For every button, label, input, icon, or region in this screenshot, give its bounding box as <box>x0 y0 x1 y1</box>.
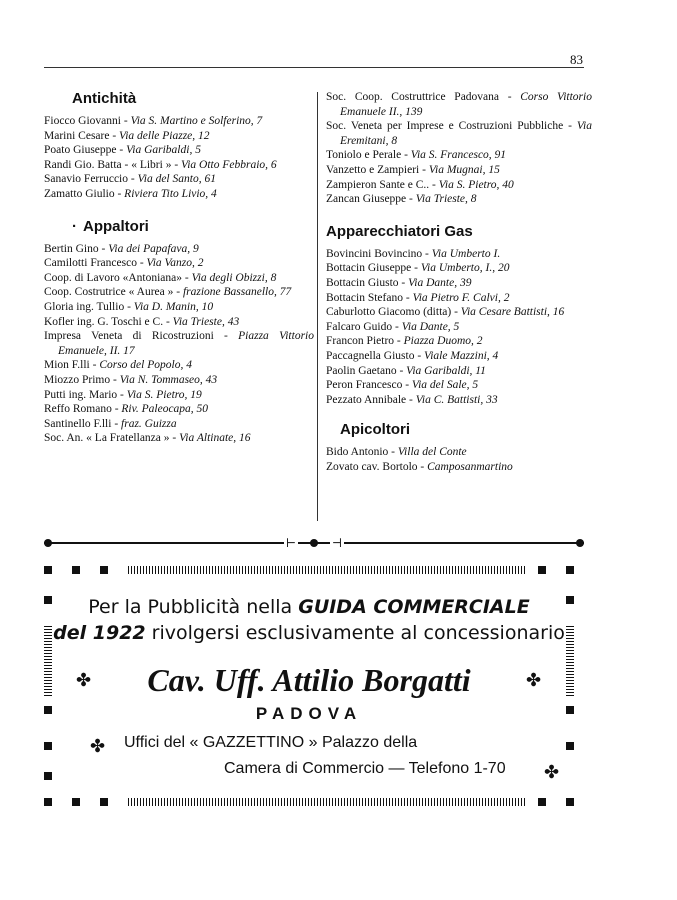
header-rule <box>44 67 584 68</box>
entry-address: Via Vanzo, 2 <box>146 257 204 270</box>
heading-antichita: Antichità <box>72 90 137 107</box>
list-item <box>326 378 592 393</box>
entry-name: Toniolo e Perale - <box>326 149 411 162</box>
list-item <box>44 143 314 158</box>
frame-square <box>44 742 52 750</box>
list-item <box>326 192 592 207</box>
leaf-ornament-icon: ✤ <box>76 670 92 690</box>
leaf-ornament-icon: ✤ <box>526 670 542 690</box>
list-item <box>44 129 314 144</box>
entry-name: Camilotti Francesco - <box>44 257 147 270</box>
heading-appaltori-text: Appaltori <box>83 217 149 235</box>
list-item <box>44 402 314 417</box>
ad-line-1-plain: Per la Pubblicità nella <box>88 596 299 618</box>
entry-name: Soc. Coop. Costruttrice Padovana - <box>326 91 521 103</box>
entry-address: Via C. Battisti, 33 <box>415 393 498 406</box>
entry-address: Riv. Paleocapa, 50 <box>121 403 209 416</box>
right-column <box>326 90 592 474</box>
entry-name: Zamatto Giulio - <box>44 187 125 200</box>
left-column <box>44 90 314 446</box>
frame-square <box>100 798 108 806</box>
entry-address: Via Umberto, I., 20 <box>420 262 510 275</box>
list-item <box>44 242 314 257</box>
divider-ornament-left: ⊢ <box>285 536 297 550</box>
list-item <box>326 393 592 408</box>
list-item <box>326 334 592 349</box>
entry-name: Randi Gio. Batta - « Libri » - <box>44 158 182 171</box>
entry-name: Fiocco Giovanni - <box>44 115 131 127</box>
entry-address: Via Trieste, 8 <box>415 193 477 206</box>
list-item <box>326 247 592 262</box>
list-item <box>44 114 314 129</box>
list-item <box>326 320 592 335</box>
ornamental-divider <box>44 536 584 550</box>
entry-name: Reffo Romano - <box>44 403 122 416</box>
entry-address: Via S. Francesco, 91 <box>410 149 507 162</box>
entry-name: Vanzetto e Zampieri - <box>326 163 429 176</box>
ad-year: del 1922 <box>53 622 146 644</box>
section-apicoltori-list <box>326 445 592 474</box>
ad-line-2 <box>44 622 574 644</box>
divider-dot-left <box>44 539 52 547</box>
list-item <box>326 291 592 306</box>
divider-ornament-right: ⊣ <box>331 536 343 550</box>
heading-appaltori <box>72 218 314 236</box>
entry-address: Via Dante, 39 <box>408 276 472 289</box>
entry-name: Falcaro Guido - <box>326 320 402 333</box>
list-item <box>326 90 592 119</box>
list-item <box>326 148 592 163</box>
list-item <box>326 163 592 178</box>
entry-name: Soc. An. « La Fratellanza » - <box>44 432 180 445</box>
entry-address: Via degli Obizzi, 8 <box>191 271 277 284</box>
entry-address: Via S. Martino e Solferino, 7 <box>130 115 263 127</box>
entry-name: Bottacin Giusto - <box>326 276 409 289</box>
advertisement-box <box>44 566 574 806</box>
entry-address: Via Cesare Battisti, 16 <box>460 306 565 319</box>
entry-address: fraz. Guizza <box>121 417 177 430</box>
entry-name: Impresa Veneta di Ricostruzioni - <box>44 330 239 343</box>
ad-offices: Uffici del « GAZZETTINO » Palazzo della <box>124 734 418 751</box>
entry-name: Bottacin Stefano - <box>326 291 413 304</box>
entry-address: Corso del Popolo, 4 <box>99 359 192 372</box>
list-item <box>326 119 592 148</box>
entry-name: Putti ing. Mario - <box>44 388 127 401</box>
list-item <box>44 172 314 187</box>
entry-address: Piazza Vittorio Emanuele, II. 17 <box>58 330 314 357</box>
entry-name: Marini Cesare - <box>44 129 120 142</box>
entry-address: Riviera Tito Livio, 4 <box>124 187 217 200</box>
entry-name: Bertin Gino - <box>44 242 109 255</box>
entry-address: Via Umberto I. <box>431 247 501 260</box>
entry-address: frazione Bassanello, 77 <box>182 286 292 299</box>
frame-square <box>538 566 546 574</box>
entry-address: Via Mugnai, 15 <box>428 163 500 176</box>
entry-address: Via Altinate, 16 <box>179 432 251 445</box>
entry-address: Villa del Conte <box>397 446 467 459</box>
entry-address: Via S. Pietro, 19 <box>126 388 202 401</box>
list-item <box>326 178 592 193</box>
entry-name: Peron Francesco - <box>326 379 412 392</box>
section-apparecchiatori-gas-list <box>326 247 592 408</box>
ad-guide-title: GUIDA COMMERCIALE <box>298 596 530 618</box>
list-item <box>326 460 592 475</box>
section-antichita-list <box>44 114 314 202</box>
list-item <box>44 158 314 173</box>
list-item <box>326 445 592 460</box>
ad-concessionaire-name: Cav. Uff. Attilio Borgatti <box>147 662 471 698</box>
frame-square <box>566 798 574 806</box>
frame-square <box>100 566 108 574</box>
list-item <box>326 305 592 320</box>
entry-address: Camposanmartino <box>427 460 513 473</box>
bullet-dot: · <box>72 217 77 235</box>
entry-name: Pezzato Annibale - <box>326 393 416 406</box>
entry-address: Via Pietro F. Calvi, 2 <box>412 291 510 304</box>
entry-name: Soc. Veneta per Imprese e Costruzioni Pubbliche - <box>326 120 577 133</box>
list-item <box>44 373 314 388</box>
frame-square <box>566 742 574 750</box>
entry-name: Sanavio Ferruccio - <box>44 173 138 186</box>
heading-apicoltori: Apicoltori <box>340 421 410 439</box>
entry-address: Via Eremitani, 8 <box>340 120 592 147</box>
entry-address: Via Garibaldi, 5 <box>126 144 201 157</box>
list-item <box>44 329 314 358</box>
frame-square <box>566 566 574 574</box>
entry-name: Zovato cav. Bortolo - <box>326 460 428 473</box>
list-item <box>44 187 314 202</box>
entry-address: Via Trieste, 43 <box>172 315 240 328</box>
entry-name: Poato Giuseppe - <box>44 144 127 157</box>
ad-chamber-phone: Camera di Commercio — Telefono 1-70 <box>224 760 506 777</box>
entry-address: Via del Santo, 61 <box>137 173 216 186</box>
entry-name: Mion F.lli - <box>44 359 100 372</box>
entry-name: Kofler ing. G. Toschi e C. - <box>44 315 173 328</box>
frame-hatch <box>128 798 526 806</box>
list-item <box>44 388 314 403</box>
leaf-ornament-icon: ✤ <box>544 762 560 782</box>
section-appaltori-list <box>44 242 314 446</box>
entry-name: Caburlotto Giacomo (ditta) - <box>326 306 461 319</box>
entry-address: Via del Sale, 5 <box>411 379 479 392</box>
frame-square <box>44 772 52 780</box>
list-item <box>326 276 592 291</box>
list-item <box>44 285 314 300</box>
leaf-ornament-icon: ✤ <box>90 736 106 756</box>
ad-city: PADOVA <box>255 704 363 723</box>
entry-address: Corso Vittorio Emanuele II., 139 <box>340 91 592 118</box>
list-item <box>44 256 314 271</box>
entry-address: Via S. Pietro, 40 <box>438 178 514 191</box>
entry-name: Paolin Gaetano - <box>326 364 407 377</box>
entry-address: Via dei Papafava, 9 <box>108 242 199 255</box>
entry-address: Via Otto Febbraio, 6 <box>181 158 277 171</box>
ad-line-2-plain: rivolgersi esclusivamente al concessionario <box>145 622 565 644</box>
section-appaltori-continued-list <box>326 90 592 207</box>
entry-name: Miozzo Primo - <box>44 373 120 386</box>
list-item <box>44 358 314 373</box>
page-number: 83 <box>570 52 583 67</box>
entry-name: Zancan Giuseppe - <box>326 193 416 206</box>
frame-square <box>44 798 52 806</box>
entry-address: Via N. Tommaseo, 43 <box>119 373 218 386</box>
entry-address: Via Dante, 5 <box>401 320 460 333</box>
entry-name: Bottacin Giuseppe - <box>326 262 421 275</box>
column-divider <box>317 92 318 521</box>
entry-name: Paccagnella Giusto - <box>326 349 425 362</box>
ad-line-1 <box>44 596 574 618</box>
entry-name: Bovincini Bovincino - <box>326 247 432 260</box>
list-item <box>326 261 592 276</box>
list-item <box>44 417 314 432</box>
frame-square <box>72 798 80 806</box>
divider-dot-center <box>310 539 318 547</box>
list-item <box>44 315 314 330</box>
list-item <box>44 431 314 446</box>
divider-dot-right <box>576 539 584 547</box>
entry-address: Viale Mazzini, 4 <box>424 349 499 362</box>
entry-address: Via D. Manin, 10 <box>133 300 214 313</box>
entry-name: Coop. Costrutrice « Aurea » - <box>44 286 183 299</box>
list-item <box>326 349 592 364</box>
list-item <box>44 271 314 286</box>
entry-name: Santinello F.lli - <box>44 417 122 430</box>
frame-square <box>72 566 80 574</box>
entry-name: Coop. di Lavoro «Antoniana» - <box>44 271 192 284</box>
heading-apparecchiatori-gas: Apparecchiatori Gas <box>326 222 473 240</box>
frame-square <box>44 566 52 574</box>
entry-address: Via delle Piazze, 12 <box>119 129 210 142</box>
frame-square <box>538 798 546 806</box>
list-item <box>44 300 314 315</box>
entry-name: Bido Antonio - <box>326 446 398 459</box>
entry-name: Gloria ing. Tullio - <box>44 300 134 313</box>
entry-name: Zampieron Sante e C.. - <box>326 178 439 191</box>
entry-address: Piazza Duomo, 2 <box>403 335 483 348</box>
frame-hatch <box>128 566 526 574</box>
entry-address: Via Garibaldi, 11 <box>406 364 486 377</box>
entry-name: Francon Pietro - <box>326 335 404 348</box>
list-item <box>326 364 592 379</box>
